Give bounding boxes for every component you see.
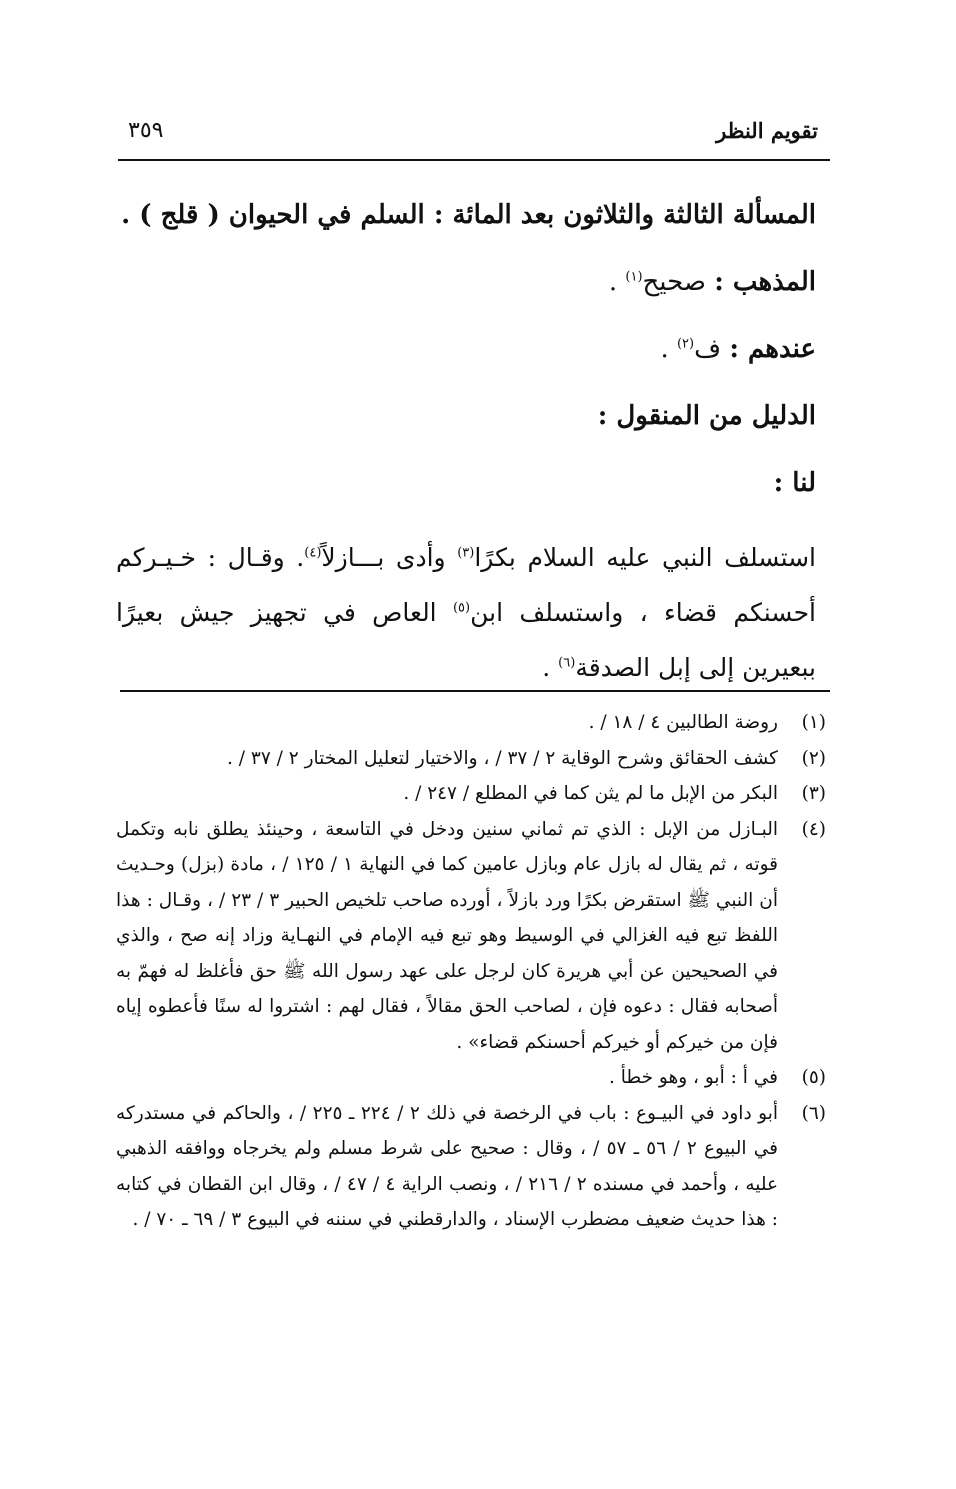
footnote-number: (٥) [801,1067,826,1088]
footnote-6 [116,1096,826,1238]
dalil-heading: الدليل من المنقول : [597,401,816,431]
footnote-number: (٢) [801,747,826,769]
paragraph-text-1: استسلف النبي عليه السلام بكرًا [474,543,817,572]
footnote-ref-6[interactable]: (٦) [558,655,576,671]
footnote-ref-2[interactable]: (٢) [676,336,695,352]
madhhab-label: المذهب : [714,267,816,297]
main-text [116,185,816,695]
footnote-5 [116,1060,826,1096]
issue-heading: المسألة الثالثة والثلاثون بعد المائة : السلم في الحيوان ( قلج ) . [121,200,816,230]
footnote-text: كشف الحقائق وشرح الوقاية ٢ / ٣٧ / ، والاختيار لتعليل المختار ٢ / ٣٧ / . [227,747,778,769]
footnote-number: (٦) [801,1102,826,1124]
indahum-line [116,319,816,386]
evidence-paragraph [116,530,816,695]
paragraph-text-4: العاص في تجهيز جيش بعيرًا ببعيرين إلى إبل الصدقة [116,598,816,682]
madhhab-line [116,252,816,319]
footnote-2 [116,741,826,777]
footnote-text: البـازل من الإبل : الذي تم ثماني سنين ودخل في التاسعة ، وحينئذ يطلق نابه وتكمل قوته ، ثم يقال له بازل عام وبازل عامين كما في النهاية ١ / ١٢٥ / ، مادة (بزل) وحـديث أن النبي ﷺ استقرض بكرًا ورد بازلاً ، أورده صاحب تلخيص الحبير ٣ / ٢٣ / ، وقـال : هذا اللفظ تبع فيه الغزالي في الوسيط وهو تبع فيه الإمام في النهـاية وزاد إنه صح ، والذي في الصحيحين عن أبي هريرة كان لرجل على عهد رسول الله ﷺ حق فأغلظ له فهمّ به أصحابه فقال : دعوه فإن ، لصاحب الحق مقالاً ، فقال لهم : اشتروا له سنًا فأعطوه إياه فإن من خيركم أو خيركم أحسنكم قضاء» . [116,818,778,1053]
footnote-text: روضة الطالبين ٤ / ١٨ / . [588,712,778,733]
indahum-label: عندهم : [729,334,816,364]
indahum-end: . [660,334,669,364]
madhhab-value: صحيح [642,267,707,297]
footnote-3 [116,776,826,812]
lana-heading: لنا : [773,468,816,498]
footnote-rule [120,690,830,692]
madhhab-end: . [608,267,618,297]
footnote-ref-1[interactable]: (١) [625,269,643,285]
footnote-ref-5[interactable]: (٥) [452,600,471,616]
footnote-4 [116,812,826,1061]
paragraph-text-2: وأدى بـــازلاً [321,543,458,572]
footnote-text: في أ : أبو ، وهو خطأ . [609,1067,778,1088]
page-number: ٣٥٩ [128,118,164,143]
paragraph-text-3: . وقـال : خـيـركم أحسنكم قضاء ، واستسلف ابن [116,543,817,627]
footnote-ref-3[interactable]: (٣) [457,545,475,561]
footnotes [116,705,826,1238]
footnote-number: (١) [801,712,826,733]
indahum-value: ف [694,334,722,364]
running-title: تقويم النظر [716,118,818,143]
footnote-ref-4[interactable]: (٤) [304,545,322,561]
paragraph-text-5: . [542,653,559,682]
header-rule [118,159,830,161]
footnote-text: البكر من الإبل ما لم يثن كما في المطلع / ٢٤٧ / . [403,783,778,804]
footnote-1 [116,705,826,741]
footnote-text: أبو داود في البيـوع : باب في الرخصة في ذلك ٢ / ٢٢٤ ـ ٢٢٥ / ، والحاكم في مستدركه في البيوع ٢ / ٥٦ ـ ٥٧ / ، وقال : صحيح على شرط مسلم ولم يخرجاه ووافقه الذهبي عليه ، وأحمد في مسنده ٢ / ٢١٦ / ، ونصب الراية ٤ / ٤٧ / ، وقال ابن القطان في كتابه : هذا حديث ضعيف مضطرب الإسناد ، والدارقطني في سننه في البيوع ٣ / ٦٩ ـ ٧٠ / . [116,1102,779,1230]
footnote-number: (٤) [801,818,826,840]
footnote-number: (٣) [801,783,826,804]
